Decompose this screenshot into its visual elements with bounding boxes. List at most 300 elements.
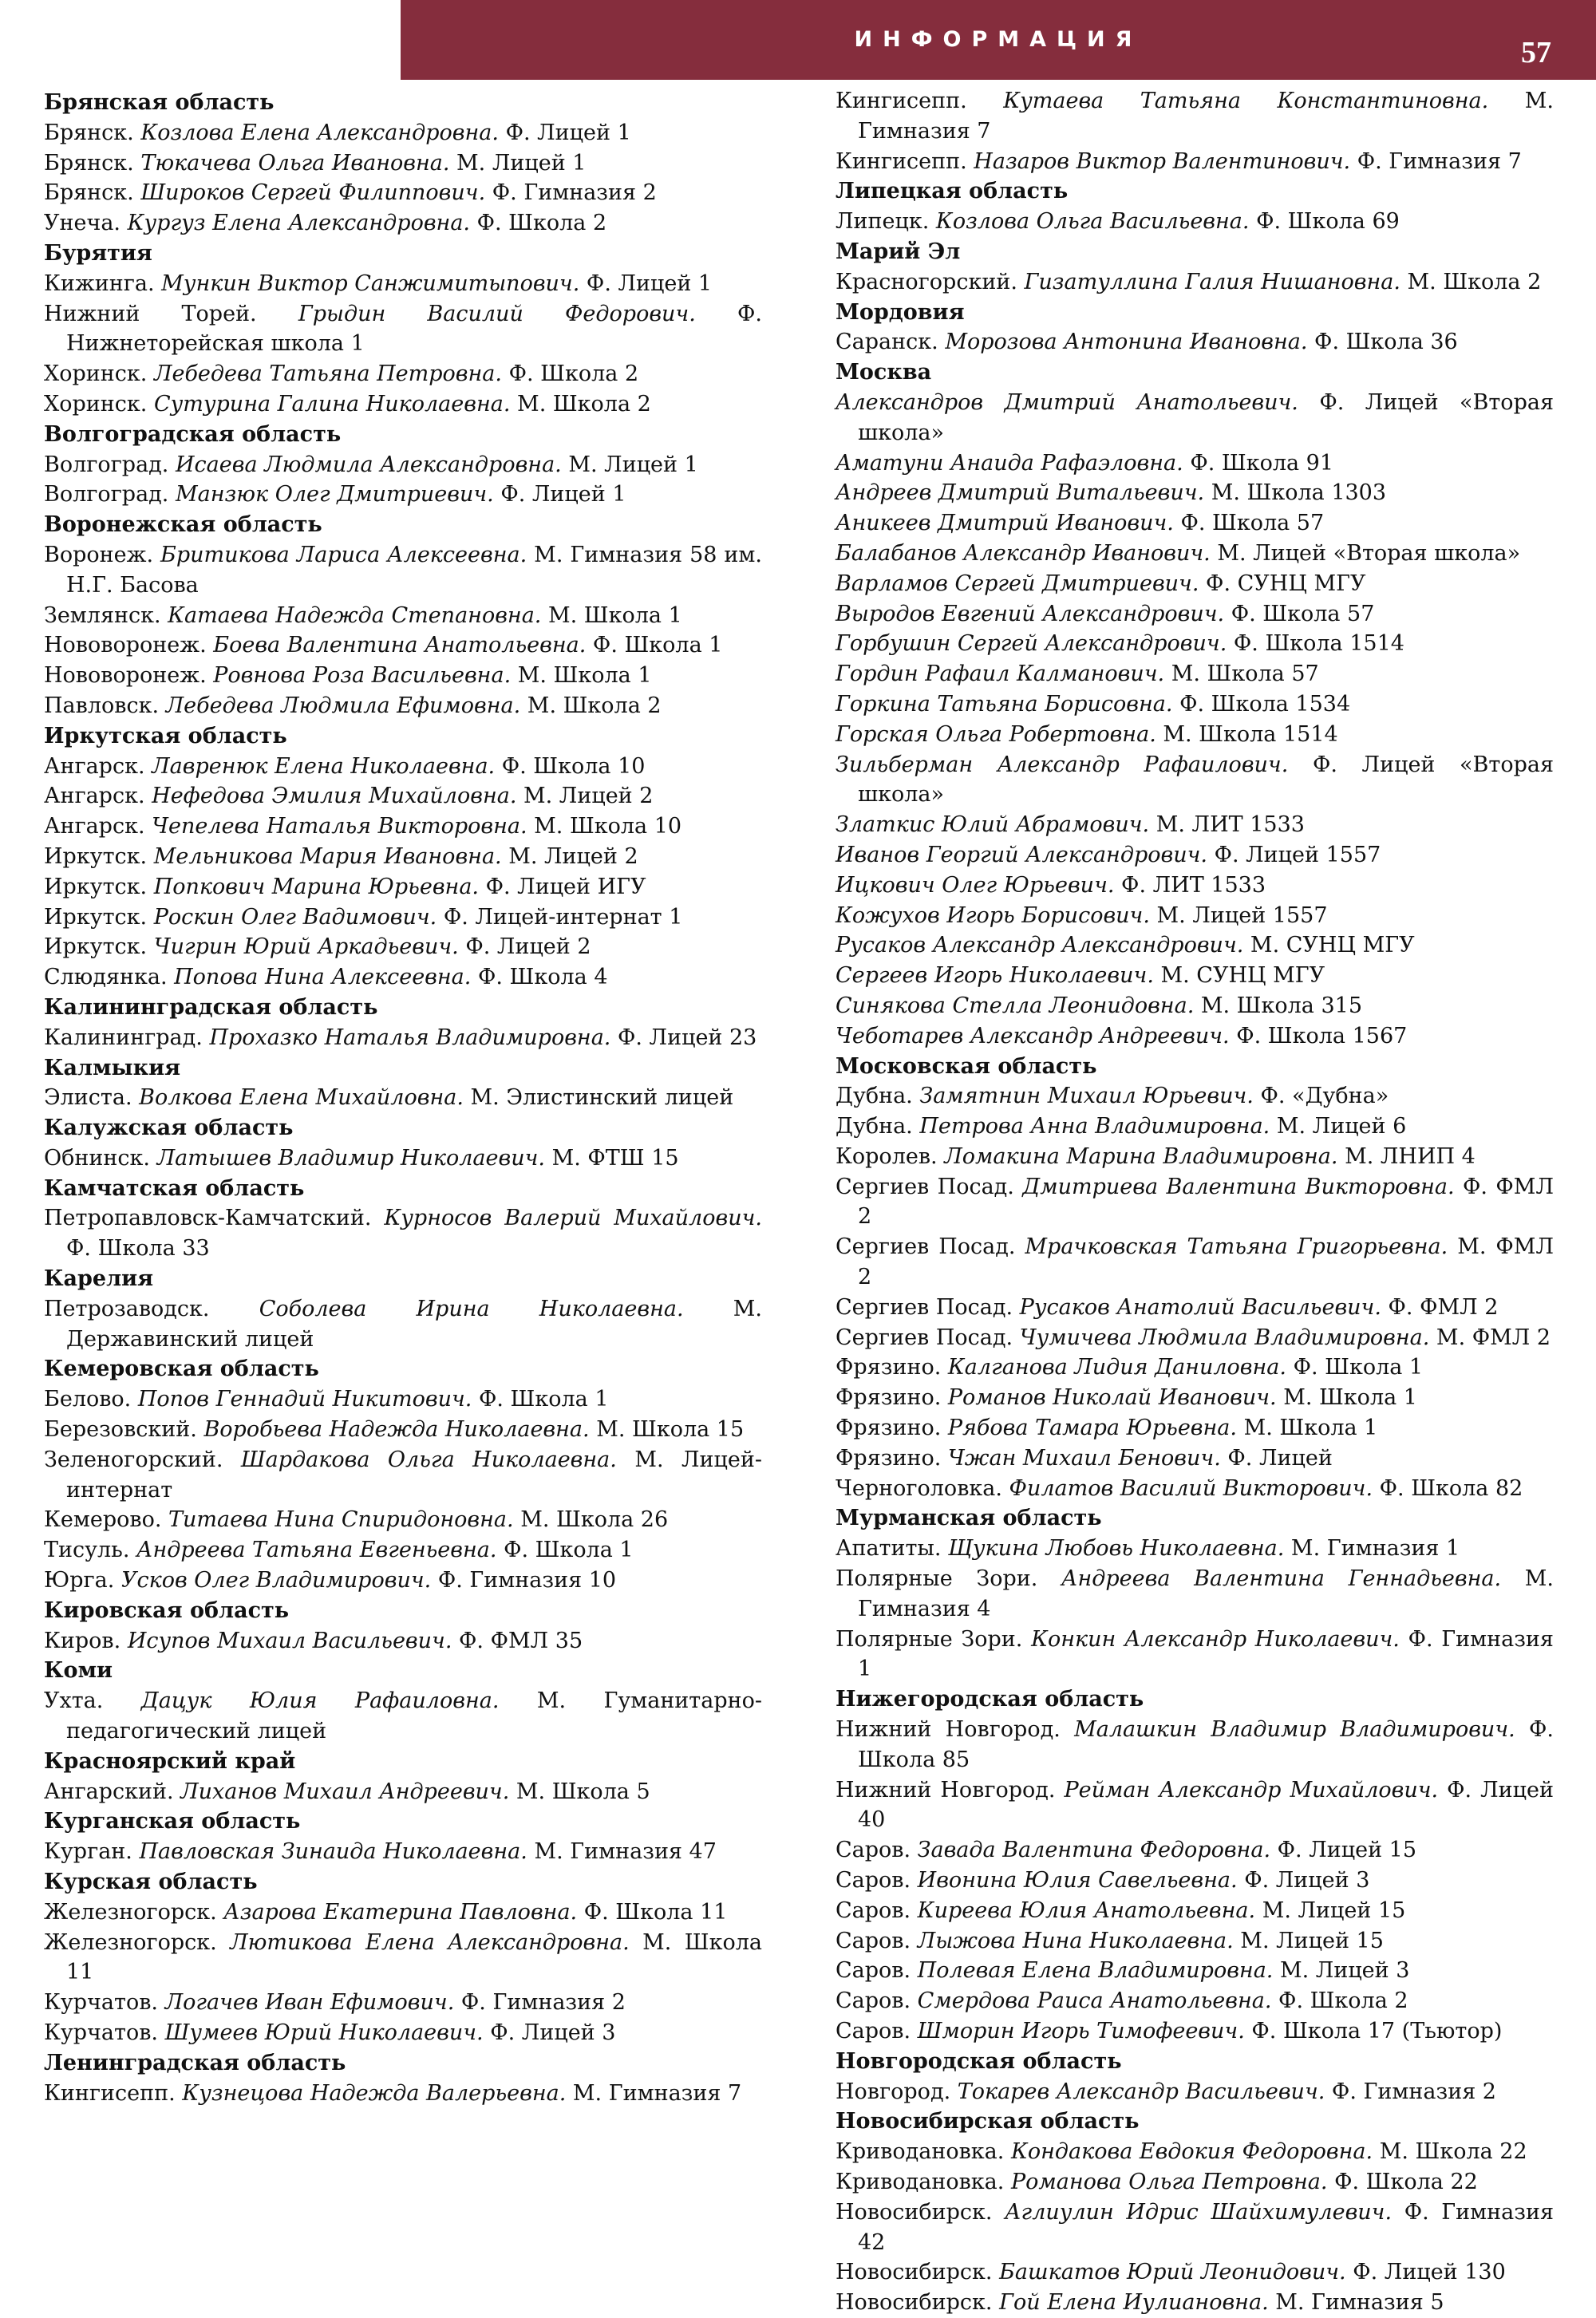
city: Зеленогорский. [44, 1447, 223, 1472]
region-heading: Калмыкия [44, 1055, 181, 1080]
list-item [44, 872, 762, 902]
list-item [44, 1505, 762, 1535]
school-info: Ф. Гимназия 10 [437, 1568, 617, 1593]
city: Ангарский. [44, 1779, 174, 1804]
list-item [44, 1415, 762, 1445]
city: Воронеж. [44, 542, 154, 567]
teacher-name: Кургуз Елена Александровна. [127, 211, 471, 236]
city: Новосибирск. [836, 2260, 993, 2285]
city: Нижний Торей. [44, 301, 257, 326]
city: Обнинск. [44, 1145, 150, 1171]
city: Красногорский. [836, 269, 1017, 294]
school-info: Ф. Школа 1 [592, 633, 723, 658]
list-item [836, 388, 1554, 448]
school-info: Ф. Лицей 2 [465, 934, 591, 960]
list-item [44, 450, 762, 480]
region-heading: Новгородская область [836, 2048, 1122, 2074]
region-heading: Курская область [44, 1870, 258, 1895]
school-info: Ф. Школа 2 [508, 361, 639, 387]
school-info: М. Лицей «Вторая школа» [1217, 540, 1521, 566]
teacher-name: Чжан Михаил Бенович. [947, 1445, 1221, 1471]
city: Саранск. [836, 330, 938, 355]
list-item [836, 1142, 1554, 1172]
city: Павловск. [44, 693, 160, 718]
school-info: М. Школа 315 [1200, 993, 1362, 1018]
list-item [836, 1835, 1554, 1866]
list-item [836, 840, 1554, 871]
school-info: Ф. ФМЛ 2 [1388, 1294, 1499, 1320]
school-info: Ф. Лицей [1227, 1445, 1333, 1471]
list-item [836, 1232, 1554, 1293]
list-item [836, 207, 1554, 237]
teacher-name: Азарова Екатерина Павловна. [223, 1899, 578, 1925]
city: Дубна. [836, 1114, 913, 1139]
list-item [836, 810, 1554, 840]
region-heading: Марий Эл [836, 239, 961, 264]
city: Слюдянка. [44, 965, 168, 990]
teacher-name: Исупов Михаил Васильевич. [127, 1628, 452, 1653]
list-item [44, 811, 762, 842]
teacher-name: Прохазко Наталья Владимировна. [209, 1025, 611, 1050]
list-item [836, 1775, 1554, 1836]
list-item [836, 659, 1554, 689]
school-info: Ф. Лицей 15 [1277, 1838, 1417, 1863]
teacher-name: Шумеев Юрий Николаевич. [164, 2020, 484, 2045]
school-info: Ф. Гимназия 2 [460, 1990, 626, 2016]
school-info: М. ЛНИП 4 [1345, 1143, 1476, 1169]
city: Дубна. [836, 1084, 913, 1109]
teacher-name: Бритикова Лариса Алексеевна. [160, 542, 527, 567]
city: Черноголовка. [836, 1475, 1002, 1501]
list-item [836, 1474, 1554, 1504]
city: Курган. [44, 1839, 132, 1865]
school-info: М. Лицей 1 [568, 452, 698, 477]
school-info: Ф. Лицей 1 [505, 120, 631, 145]
school-info: Ф. Гимназия 2 [1331, 2079, 1496, 2104]
list-item [44, 2018, 762, 2048]
list-item [836, 267, 1554, 298]
city: Петрозаводск. [44, 1296, 210, 1321]
list-item [836, 1413, 1554, 1443]
city: Ангарск. [44, 753, 145, 779]
teacher-name: Щукина Любовь Николаевна. [948, 1536, 1285, 1562]
city: Иркутск. [44, 843, 148, 869]
teacher-name: Киреева Юлия Анатольевна. [917, 1897, 1256, 1923]
teacher-name: Курносов Валерий Михайлович. [384, 1206, 762, 1231]
teacher-name: Кузнецова Надежда Валерьевна. [182, 2080, 567, 2106]
teacher-name: Козлова Ольга Васильевна. [935, 209, 1250, 235]
list-item [836, 539, 1554, 569]
city: Саров. [836, 1897, 911, 1923]
teacher-name: Павловская Зинаида Николаевна. [139, 1839, 527, 1865]
school-info: М. Школа 10 [534, 814, 682, 839]
teacher-name: Замятнин Михаил Юрьевич. [919, 1084, 1254, 1109]
list-item [44, 1445, 762, 1506]
school-info: М. Школа 1514 [1163, 721, 1338, 747]
list-item [44, 540, 762, 601]
list-item [836, 1866, 1554, 1896]
city: Апатиты. [836, 1536, 942, 1562]
city: Кингисепп. [44, 2080, 176, 2106]
list-item [836, 1021, 1554, 1052]
city: Фрязино. [836, 1385, 942, 1411]
city: Саров. [836, 1988, 911, 2014]
school-info: Ф. Лицей 3 [1244, 1868, 1370, 1893]
teacher-name: Романова Ольга Петровна. [1010, 2169, 1328, 2194]
list-item [44, 1837, 762, 1867]
region-heading: Московская область [836, 1053, 1097, 1079]
teacher-name: Морозова Антонина Ивановна. [945, 330, 1308, 355]
list-item [44, 902, 762, 933]
list-item [836, 1534, 1554, 1564]
teacher-name: Чеботарев Александр Андреевич. [836, 1023, 1230, 1048]
city: Хоринск. [44, 391, 148, 417]
city: Криводановка. [836, 2169, 1005, 2194]
city: Криводановка. [836, 2139, 1005, 2165]
teacher-name: Кожухов Игорь Борисович. [836, 902, 1150, 928]
list-item [836, 2137, 1554, 2167]
city: Волгоград. [44, 452, 169, 477]
city: Березовский. [44, 1417, 197, 1443]
city: Киров. [44, 1628, 121, 1653]
school-info: Ф. Лицей ИГУ [485, 874, 646, 899]
city: Землянск. [44, 602, 161, 628]
school-info: Ф. Лицей-интернат 1 [443, 904, 683, 930]
teacher-name: Воробьева Надежда Николаевна. [203, 1417, 590, 1443]
teacher-name: Варламов Сергей Дмитриевич. [836, 571, 1199, 596]
teacher-name: Чепелева Наталья Викторовна. [152, 814, 527, 839]
city: Кемерово. [44, 1507, 162, 1533]
school-info: М. Гуманитарно-педагогический лицей [66, 1688, 762, 1744]
city: Унеча. [44, 211, 121, 236]
header-bar [401, 0, 1596, 80]
school-info: Ф. Лицей 1557 [1214, 842, 1381, 867]
list-item [836, 1986, 1554, 2016]
school-info: М. Гимназия 58 им. Н.Г. Басова [66, 542, 762, 598]
school-info: Ф. Школа 69 [1256, 209, 1400, 235]
region-heading: Мордовия [836, 299, 965, 325]
school-info: Ф. Школа 57 [1180, 511, 1325, 536]
region-heading: Новосибирская область [836, 2109, 1140, 2134]
school-info: Ф. Школа 36 [1314, 330, 1458, 355]
list-item [44, 1897, 762, 1928]
region-heading: Ленинградская область [44, 2050, 346, 2075]
city: Нововоронеж. [44, 633, 207, 658]
teacher-name: Рябова Тамара Юрьевна. [947, 1416, 1237, 1441]
teacher-name: Завада Валентина Федоровна. [917, 1838, 1271, 1863]
list-item [44, 630, 762, 661]
school-info: Ф. Лицей 40 [858, 1777, 1554, 1833]
teacher-name: Гизатуллина Галия Нишановна. [1024, 269, 1400, 294]
school-info: М. СУНЦ МГУ [1160, 963, 1325, 989]
school-info: М. Лицей 1 [456, 150, 587, 176]
teacher-name: Русаков Александр Александрович. [836, 933, 1244, 958]
teacher-name: Сергеев Игорь Николаевич. [836, 963, 1154, 989]
list-item [836, 2288, 1554, 2318]
teacher-name: Романов Николай Иванович. [947, 1385, 1277, 1411]
school-info: М. Лицей 15 [1262, 1897, 1406, 1923]
city: Полярные Зори. [836, 1626, 1023, 1652]
city: Тисуль. [44, 1538, 130, 1563]
list-item [44, 148, 762, 179]
list-item [836, 478, 1554, 508]
teacher-name: Ломакина Марина Владимировна. [944, 1143, 1338, 1169]
list-item [836, 147, 1554, 177]
city: Белово. [44, 1387, 132, 1412]
teacher-name: Лыжова Нина Николаевна. [917, 1928, 1234, 1953]
school-info: Ф. Школа 91 [1190, 450, 1334, 476]
teacher-name: Роскин Олег Вадимович. [153, 904, 437, 930]
region-heading: Волгоградская область [44, 421, 342, 447]
teacher-name: Кутаева Татьяна Константиновна. [1003, 89, 1489, 113]
list-item [44, 1988, 762, 2018]
list-item [44, 1023, 762, 1053]
teacher-name: Выродов Евгений Александрович. [836, 601, 1225, 626]
list-item [836, 1323, 1554, 1353]
city: Брянск. [44, 150, 134, 176]
list-item [44, 1928, 762, 1988]
school-info: Ф. Школа 17 (Тьютор) [1251, 2019, 1503, 2044]
school-info: М. Лицей 6 [1276, 1114, 1407, 1139]
list-item [836, 991, 1554, 1021]
city: Кижинга. [44, 270, 155, 296]
school-info: Ф. Школа 2 [476, 211, 607, 236]
teacher-name: Манзюк Олег Дмитриевич. [175, 482, 494, 507]
teacher-name: Горкина Татьяна Борисовна. [836, 691, 1173, 717]
city: Новгород. [836, 2079, 951, 2104]
school-info: М. Лицей 1557 [1156, 902, 1328, 928]
teacher-name: Лавренюк Елена Николаевна. [152, 753, 496, 779]
school-info: Ф. Школа 4 [477, 965, 608, 990]
teacher-name: Кондакова Евдокия Федоровна. [1010, 2139, 1373, 2165]
school-info: Ф. Школа 57 [1231, 601, 1375, 626]
teacher-name: Мрачковская Татьяна Григорьевна. [1025, 1234, 1448, 1260]
city: Волгоград. [44, 482, 169, 507]
teacher-name: Аматуни Анаида Рафаэловна. [836, 450, 1183, 476]
teacher-name: Чигрин Юрий Аркадьевич. [153, 934, 459, 960]
list-item [836, 1112, 1554, 1142]
teacher-name: Логачев Иван Ефимович. [164, 1990, 455, 2016]
list-item [44, 691, 762, 721]
school-info: М. СУНЦ МГУ [1250, 933, 1415, 958]
region-heading: Мурманская область [836, 1506, 1102, 1531]
list-item [836, 1896, 1554, 1926]
teacher-name: Полевая Елена Владимировна. [917, 1958, 1274, 1984]
school-info: М. Гимназия 7 [572, 2080, 742, 2106]
school-info: Ф. Гимназия 2 [492, 180, 657, 206]
list-item [44, 1535, 762, 1566]
list-item [44, 752, 762, 782]
school-info: М. Школа 1 [1243, 1416, 1378, 1441]
teacher-name: Филатов Василий Викторович. [1009, 1475, 1373, 1501]
list-item [836, 2167, 1554, 2198]
school-info: Ф. Гимназия 1 [858, 1626, 1554, 1682]
teacher-name: Чумичева Людмила Владимировна. [1019, 1325, 1430, 1350]
city: Сергиев Посад. [836, 1325, 1013, 1350]
teacher-name: Козлова Елена Александровна. [140, 120, 499, 145]
city: Кингисепп. [836, 89, 967, 113]
teacher-name: Калганова Лидия Даниловна. [947, 1355, 1286, 1380]
teacher-name: Аглиулин Идрис Шайхимулевич. [1005, 2199, 1393, 2225]
list-item [836, 1172, 1554, 1233]
left-column [44, 88, 762, 2108]
city: Сергиев Посад. [836, 1174, 1014, 1199]
city: Нижний Новгород. [836, 1717, 1061, 1743]
school-info: Ф. Лицей 1 [586, 270, 713, 296]
teacher-name: Горская Ольга Робертовна. [836, 721, 1156, 747]
list-item [44, 1294, 762, 1355]
teacher-name: Усков Олег Владимирович. [120, 1568, 432, 1593]
teacher-name: Широков Сергей Филиппович. [140, 180, 486, 206]
list-item [836, 629, 1554, 659]
city: Ухта. [44, 1688, 104, 1714]
school-info: М. Гимназия 4 [858, 1566, 1554, 1621]
teacher-name: Латышев Владимир Николаевич. [156, 1145, 545, 1171]
teacher-name: Шморин Игорь Тимофеевич. [917, 2019, 1245, 2044]
teacher-name: Назаров Виктор Валентинович. [974, 148, 1351, 174]
teacher-name: Ицкович Олег Юрьевич. [836, 872, 1115, 898]
city: Брянск. [44, 180, 134, 206]
city: Новосибирск. [836, 2290, 993, 2316]
school-info: Ф. Школа 33 [66, 1236, 210, 1262]
school-info: Ф. Лицей «Вторая школа» [858, 389, 1554, 445]
school-info: Ф. Школа 82 [1379, 1475, 1523, 1501]
region-heading: Воронежская область [44, 512, 322, 538]
list-item [836, 2257, 1554, 2288]
page-number: 57 [1521, 36, 1551, 69]
city: Фрязино. [836, 1355, 942, 1380]
region-heading: Брянская область [44, 90, 275, 115]
teacher-name: Синякова Стелла Леонидовна. [836, 993, 1195, 1018]
list-item [44, 1566, 762, 1596]
city: Кингисепп. [836, 148, 967, 174]
city: Нововоронеж. [44, 663, 207, 689]
list-item [44, 601, 762, 631]
city: Полярные Зори. [836, 1566, 1038, 1592]
list-item [44, 178, 762, 208]
school-info: Ф. Лицей 1 [500, 482, 626, 507]
city: Саров. [836, 1838, 911, 1863]
teacher-name: Златкис Юлий Абрамович. [836, 812, 1150, 838]
school-info: Ф. Гимназия 7 [1357, 148, 1522, 174]
teacher-name: Лютикова Елена Александровна. [230, 1929, 630, 1955]
teacher-name: Горбушин Сергей Александрович. [836, 631, 1227, 657]
list-item [836, 1956, 1554, 1986]
school-info: М. Школа 1 [1283, 1385, 1417, 1411]
school-info: М. Школа 57 [1171, 661, 1319, 687]
teacher-name: Башкатов Юрий Леонидович. [999, 2260, 1346, 2285]
list-item [836, 1383, 1554, 1413]
school-info: Ф. Школа 11 [583, 1899, 728, 1925]
list-item [836, 2198, 1554, 2258]
list-item [836, 1352, 1554, 1383]
teacher-name: Волкова Елена Михайловна. [139, 1085, 464, 1111]
teacher-name: Титаева Нина Спиридоновна. [168, 1507, 514, 1533]
list-item [44, 1777, 762, 1807]
list-item [44, 208, 762, 239]
region-heading: Кемеровская область [44, 1356, 319, 1382]
section-title: ИНФОРМАЦИЯ [854, 27, 1143, 52]
region-heading: Иркутская область [44, 723, 287, 748]
city: Юрга. [44, 1568, 115, 1593]
city: Фрязино. [836, 1445, 942, 1471]
teacher-name: Петрова Анна Владимировна. [919, 1114, 1270, 1139]
school-info: М. ЛИТ 1533 [1156, 812, 1305, 838]
list-item [836, 508, 1554, 539]
school-info: Ф. ФМЛ 2 [858, 1174, 1554, 1230]
list-item [836, 2016, 1554, 2047]
school-info: М. Гимназия 5 [1275, 2290, 1444, 2316]
school-info: Ф. Школа 2 [1278, 1988, 1408, 2014]
list-item [836, 86, 1554, 147]
list-item [836, 689, 1554, 720]
teacher-name: Смердова Раиса Анатольевна. [917, 1988, 1272, 2014]
list-item [44, 2079, 762, 2109]
school-info: М. Элистинский лицей [470, 1085, 734, 1111]
school-info: Ф. СУНЦ МГУ [1206, 571, 1366, 596]
teacher-name: Ровнова Роза Васильевна. [213, 663, 512, 689]
list-item [836, 1293, 1554, 1323]
city: Брянск. [44, 120, 134, 145]
school-info: М. ФМЛ 2 [1436, 1325, 1551, 1350]
school-info: М. Школа 2 [527, 693, 662, 718]
region-heading: Нижегородская область [836, 1687, 1144, 1712]
teacher-name: Токарев Александр Васильевич. [957, 2079, 1325, 2104]
list-item [44, 932, 762, 962]
school-info: Ф. Нижнеторейская школа 1 [66, 301, 762, 357]
city: Королев. [836, 1143, 938, 1169]
list-item [836, 1625, 1554, 1685]
school-info: Ф. «Дубна» [1260, 1084, 1389, 1109]
right-column [836, 86, 1554, 2318]
school-info: М. Школа 1 [517, 663, 652, 689]
region-heading: Курганская область [44, 1809, 301, 1834]
region-heading: Красноярский край [44, 1748, 296, 1774]
region-heading: Карелия [44, 1266, 154, 1292]
teacher-name: Русаков Анатолий Васильевич. [1019, 1294, 1381, 1320]
list-item [836, 1443, 1554, 1474]
school-info: М. Школа 1 [547, 602, 682, 628]
city: Ангарск. [44, 784, 145, 809]
teacher-name: Иванов Георгий Александрович. [836, 842, 1207, 867]
school-info: М. Школа 26 [520, 1507, 669, 1533]
city: Иркутск. [44, 874, 148, 899]
teacher-name: Балабанов Александр Иванович. [836, 540, 1211, 566]
school-info: М. Школа 15 [596, 1417, 745, 1443]
city: Ангарск. [44, 814, 145, 839]
school-info: Ф. Школа 10 [501, 753, 646, 779]
region-heading: Липецкая область [836, 179, 1069, 204]
city: Курчатов. [44, 2020, 158, 2045]
school-info: Ф. Школа 1567 [1236, 1023, 1408, 1048]
list-item [44, 842, 762, 872]
city: Элиста. [44, 1085, 132, 1111]
school-info: Ф. Школа 85 [858, 1717, 1554, 1772]
list-item [836, 1715, 1554, 1775]
city: Калининград. [44, 1025, 203, 1050]
school-info: Ф. Гимназия 42 [858, 2199, 1554, 2255]
city: Сергиев Посад. [836, 1294, 1013, 1320]
school-info: Ф. Лицей «Вторая школа» [858, 752, 1554, 808]
list-item [836, 448, 1554, 479]
teacher-name: Лебедева Людмила Ефимовна. [165, 693, 521, 718]
list-item [44, 118, 762, 148]
city: Сергиев Посад. [836, 1234, 1016, 1260]
teacher-name: Лебедева Татьяна Петровна. [153, 361, 502, 387]
teacher-name: Грыдин Василий Федорович. [298, 301, 696, 326]
list-item [44, 1083, 762, 1113]
list-item [836, 901, 1554, 931]
